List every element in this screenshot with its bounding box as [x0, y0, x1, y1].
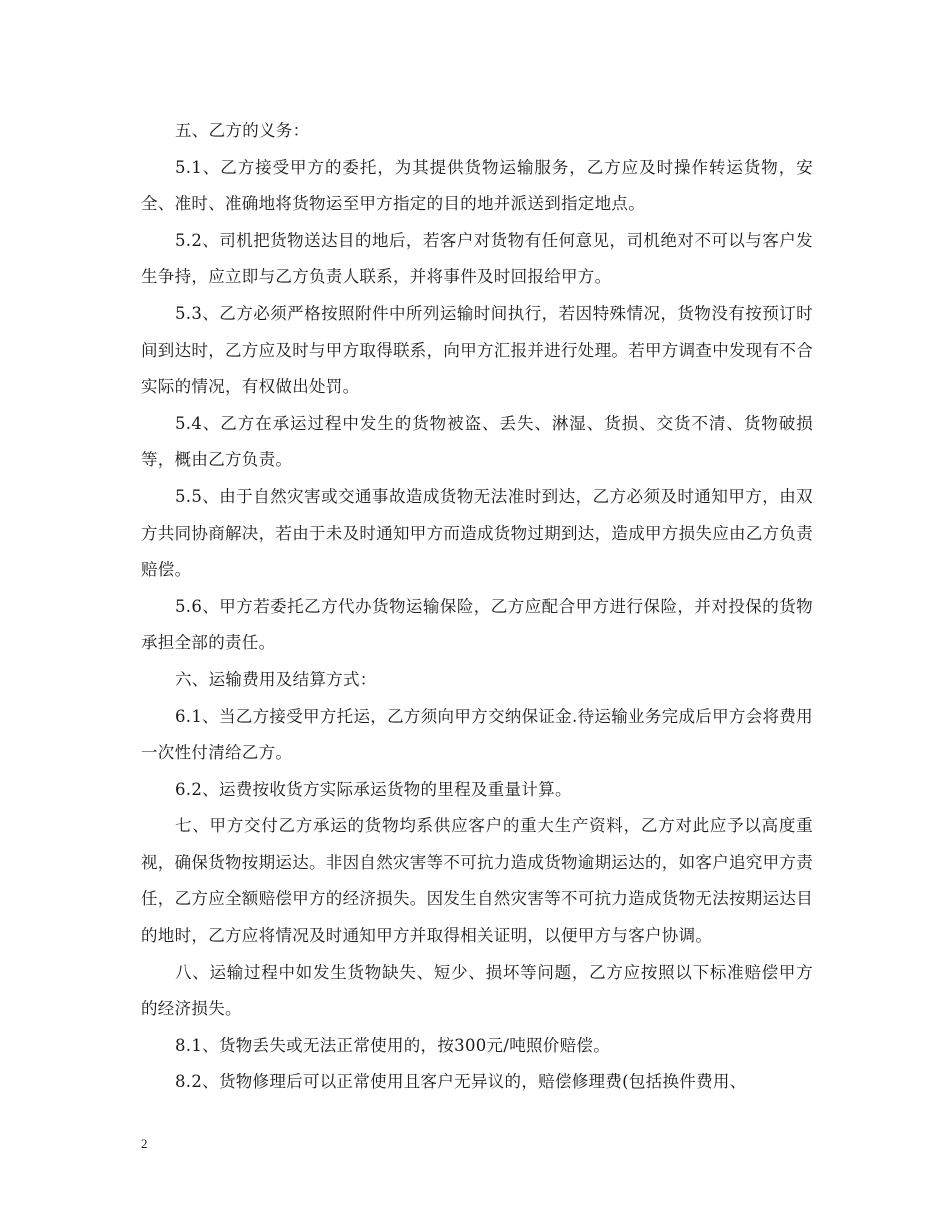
page-number: 2	[141, 1136, 148, 1151]
paragraph-section-5-heading: 五、乙方的义务：	[175, 121, 310, 140]
paragraph-clause-8-1: 8.1、货物丢失或无法正常使用的，按300元/吨照价赔偿。	[175, 1035, 610, 1055]
document-body	[141, 113, 813, 1101]
paragraph-clause-6-1: 6.1、当乙方接受甲方托运，乙方须向甲方交纳保证金.待运输业务完成后甲方会将费用一次性付清给乙方。	[141, 706, 813, 763]
paragraph-clause-5-5: 5.5、由于自然灾害或交通事故造成货物无法准时到达，乙方必须及时通知甲方，由双方共同协商解决，若由于未及时通知甲方而造成货物过期到达，造成甲方损失应由乙方负责赔偿。	[141, 486, 813, 580]
paragraph-clause-8-2: 8.2、货物修理后可以正常使用且客户无异议的，赔偿修理费(包括换件费用、	[175, 1072, 747, 1092]
paragraph-section-6-heading: 六、运输费用及结算方式：	[175, 669, 377, 689]
paragraph-section-7: 七、甲方交付乙方承运的货物均系供应客户的重大生产资料，乙方对此应予以高度重视，确保货物按期运达。非因自然灾害等不可抗力造成货物逾期运达的，如客户追究甲方责任，乙方应全额赔偿甲方的经济损失。因发生自然灾害等不可抗力造成货物无法按期运达目的地时，乙方应将情况及时通知甲方并取得相关证明，以便甲方与客户协调。	[141, 816, 813, 946]
paragraph-clause-5-4: 5.4、乙方在承运过程中发生的货物被盗、丢失、淋湿、货损、交货不清、货物破损等，概由乙方负责。	[141, 413, 813, 470]
paragraph-clause-5-1: 5.1、乙方接受甲方的委托，为其提供货物运输服务，乙方应及时操作转运货物，安全、准时、准确地将货物运至甲方指定的目的地并派送到指定地点。	[141, 157, 813, 214]
paragraph-clause-5-2: 5.2、司机把货物送达目的地后，若客户对货物有任何意见，司机绝对不可以与客户发生争持，应立即与乙方负责人联系，并将事件及时回报给甲方。	[141, 230, 813, 287]
paragraph-section-8: 八、运输过程中如发生货物缺失、短少、损坏等问题，乙方应按照以下标准赔偿甲方的经济损失。	[141, 962, 813, 1019]
paragraph-clause-5-6: 5.6、甲方若委托乙方代办货物运输保险，乙方应配合甲方进行保险，并对投保的货物承担全部的责任。	[141, 596, 813, 653]
paragraph-clause-6-2: 6.2、运费按收货方实际承运货物的里程及重量计算。	[175, 779, 572, 799]
paragraph-clause-5-3: 5.3、乙方必须严格按照附件中所列运输时间执行，若因特殊情况，货物没有按预订时间到达时，乙方应及时与甲方取得联系，向甲方汇报并进行处理。若甲方调查中发现有不合实际的情况，有权做出处罚。	[141, 303, 813, 397]
